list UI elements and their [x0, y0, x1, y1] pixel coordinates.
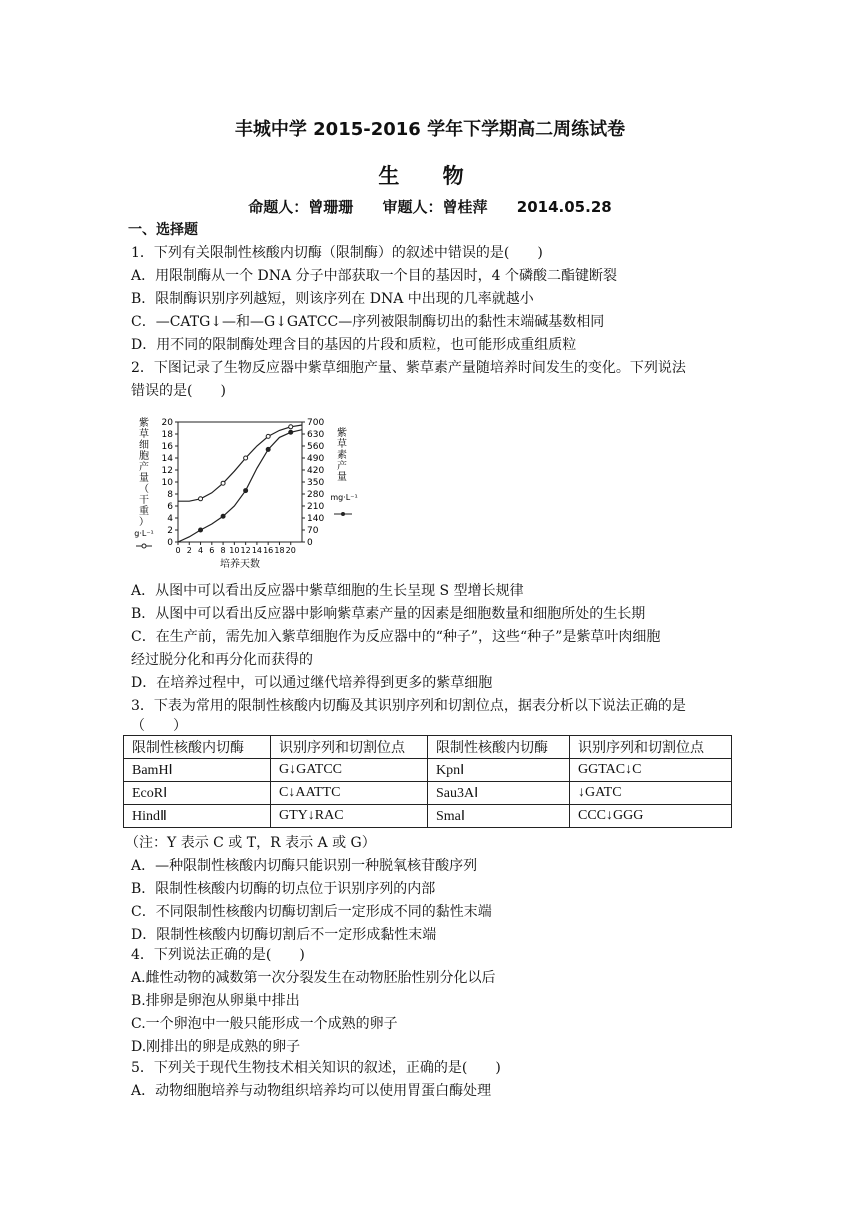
table-cell: CCC↓GGG: [570, 805, 732, 828]
data-point: [221, 514, 225, 518]
y-right-tick-label: 560: [307, 442, 325, 452]
series-line-filled: [178, 430, 302, 542]
x-tick-label: 18: [274, 546, 285, 555]
table-row: [124, 782, 732, 805]
y-left-axis-label: 紫: [139, 418, 149, 429]
y-right-tick-label: 490: [307, 454, 325, 464]
data-point: [221, 481, 225, 485]
x-tick-label: 10: [229, 546, 240, 555]
table-cell: GGTAC↓C: [570, 759, 732, 782]
y-left-tick-label: 2: [167, 526, 173, 536]
exam-date: 2014.05.28: [516, 198, 612, 216]
q2-stem-cont: 错误的是( ): [131, 383, 226, 399]
plot-frame: [178, 422, 302, 542]
table-cell: Sau3AⅠ: [428, 782, 570, 805]
q3-option-a: A．—种限制性核酸内切酶只能识别一种脱氧核苷酸序列: [131, 858, 478, 874]
q2-option-c-cont: 经过脱分化和再分化而获得的: [131, 652, 313, 668]
y-left-axis-label: 量: [139, 473, 149, 484]
y-left-tick-label: 8: [167, 490, 173, 500]
q3-note: （注：Y 表示 C 或 T，R 表示 A 或 G）: [125, 835, 376, 851]
q4-option-c: C.一个卵泡中一般只能形成一个成熟的卵子: [131, 1016, 398, 1032]
q1-stem: 1．下列有关限制性核酸内切酶（限制酶）的叙述中错误的是( ): [131, 245, 543, 261]
table-header: 识别序列和切割位点: [570, 736, 732, 759]
y-left-tick-label: 4: [167, 514, 173, 524]
q2-option-b: B．从图中可以看出反应器中影响紫草素产量的因素是细胞数量和细胞所处的生长期: [131, 606, 646, 622]
x-tick-label: 12: [240, 546, 251, 555]
y-right-tick-label: 70: [307, 526, 319, 536]
author-line: [0, 196, 860, 217]
y-left-unit: g·L⁻¹: [134, 529, 154, 538]
data-point: [266, 434, 270, 438]
q1-option-d: D．用不同的限制酶处理含目的基因的片段和质粒，也可能形成重组质粒: [131, 337, 577, 353]
table-header: 限制性核酸内切酶: [428, 736, 570, 759]
q1-option-a: A．用限制酶从一个 DNA 分子中部获取一个目的基因时，4 个磷酸二酯键断裂: [131, 268, 617, 284]
y-right-tick-label: 700: [307, 418, 325, 428]
x-tick-label: 0: [175, 546, 181, 555]
series-line-open: [178, 425, 302, 501]
q4-stem: 4．下列说法正确的是( ): [131, 947, 305, 963]
chart-series: [178, 425, 302, 542]
reviewer: 审题人：曾桂萍: [382, 198, 488, 216]
q2-option-d: D．在培养过程中，可以通过继代培养得到更多的紫草细胞: [131, 675, 493, 691]
x-tick-label: 14: [251, 546, 263, 555]
y-right-tick-label: 630: [307, 430, 325, 440]
table-cell: ↓GATC: [570, 782, 732, 805]
data-point: [199, 497, 203, 501]
q3-option-c: C．不同限制性核酸内切酶切割后一定形成不同的黏性末端: [131, 904, 492, 920]
y-left-axis-label: 重: [139, 506, 149, 517]
q2-option-c: C．在生产前，需先加入紫草细胞作为反应器中的“种子”，这些“种子”是紫草叶肉细胞: [131, 629, 661, 645]
enzyme-table: [123, 735, 732, 828]
x-tick-label: 4: [197, 546, 204, 555]
y-right-axis-label: 草: [337, 439, 347, 450]
y-right-axis-label: 紫: [337, 428, 347, 439]
table-row: [124, 805, 732, 828]
q1-option-c: C．—CATG↓—和—G↓GATCC—序列被限制酶切出的黏性末端碱基数相同: [131, 314, 605, 330]
data-point: [199, 528, 203, 532]
table-cell: G↓GATCC: [271, 759, 428, 782]
q4-option-b: B.排卵是卵泡从卵巢中排出: [131, 993, 300, 1009]
y-left-axis-label: （: [139, 484, 149, 495]
y-right-tick-label: 0: [307, 538, 313, 548]
table-cell: SmaⅠ: [428, 805, 570, 828]
q1-option-b: B．限制酶识别序列越短，则该序列在 DNA 中出现的几率就越小: [131, 291, 534, 307]
data-point: [289, 425, 293, 429]
table-header-row: [124, 736, 732, 759]
y-left-tick-label: 12: [161, 466, 173, 476]
q3-stem-cont: （ ）: [131, 718, 187, 734]
x-tick-label: 6: [209, 546, 215, 555]
q5-stem: 5．下列关于现代生物技术相关知识的叙述，正确的是( ): [131, 1060, 501, 1076]
x-tick-label: 8: [220, 546, 226, 555]
y-right-tick-label: 140: [307, 514, 325, 524]
y-left-axis-label: 产: [139, 462, 149, 473]
table-cell: HindⅡ: [124, 805, 271, 828]
q4-option-a: A.雌性动物的减数第一次分裂发生在动物胚胎性别分化以后: [131, 970, 496, 986]
y-right-axis-label: 素: [337, 450, 347, 461]
y-left-axis-label: 胞: [139, 451, 149, 462]
q3-stem: 3．下表为常用的限制性核酸内切酶及其识别序列和切割位点，据表分析以下说法正确的是: [131, 698, 686, 714]
q5-option-a: A．动物细胞培养与动物组织培养均可以使用胃蛋白酶处理: [131, 1083, 492, 1099]
exam-title: 丰城中学 2015-2016 学年下学期高二周练试卷: [234, 119, 626, 140]
subject-title: 生 物: [378, 164, 482, 188]
data-point: [266, 447, 270, 451]
table-cell: BamHⅠ: [124, 759, 271, 782]
legend-open-marker: [142, 544, 146, 548]
data-point: [289, 430, 293, 434]
y-right-axis-label: 量: [337, 472, 347, 483]
y-left-axis-label: 细: [139, 440, 149, 451]
x-tick-label: 20: [285, 546, 296, 555]
q2-option-a: A．从图中可以看出反应器中紫草细胞的生长呈现 S 型增长规律: [131, 583, 524, 599]
y-right-tick-label: 420: [307, 466, 325, 476]
legend-filled-marker: [341, 512, 345, 516]
y-right-tick-label: 350: [307, 478, 325, 488]
y-right-unit: mg·L⁻¹: [330, 493, 358, 502]
table-cell: C↓AATTC: [271, 782, 428, 805]
y-left-tick-label: 16: [161, 442, 173, 452]
y-left-tick-label: 14: [161, 454, 173, 464]
section-heading: 一、选择题: [128, 222, 198, 238]
y-left-tick-label: 18: [161, 430, 173, 440]
q3-option-b: B．限制性核酸内切酶的切点位于识别序列的内部: [131, 881, 436, 897]
x-axis-label: 培养天数: [220, 559, 260, 570]
chart-axes: [175, 422, 305, 545]
table-cell: KpnⅠ: [428, 759, 570, 782]
table-cell: GTY↓RAC: [271, 805, 428, 828]
y-left-tick-label: 0: [167, 538, 173, 548]
y-right-tick-label: 210: [307, 502, 325, 512]
table-header: 限制性核酸内切酶: [124, 736, 271, 759]
q4-option-d: D.刚排出的卵是成熟的卵子: [131, 1039, 301, 1055]
table-row: [124, 759, 732, 782]
table-header: 识别序列和切割位点: [271, 736, 428, 759]
y-left-axis-label: 干: [139, 495, 149, 506]
y-right-tick-label: 280: [307, 490, 325, 500]
data-point: [244, 489, 248, 493]
y-right-axis-label: 产: [337, 461, 347, 472]
y-left-tick-label: 20: [161, 418, 173, 428]
x-tick-label: 2: [186, 546, 192, 555]
x-tick-label: 16: [263, 546, 274, 555]
data-point: [244, 456, 248, 460]
q3-option-d: D．限制性核酸内切酶切割后不一定形成黏性末端: [131, 927, 437, 943]
y-left-tick-label: 6: [167, 502, 173, 512]
setter: 命题人：曾珊珊: [248, 198, 354, 216]
y-left-axis-label: 草: [139, 429, 149, 440]
growth-chart: [130, 410, 370, 570]
q2-stem: 2．下图记录了生物反应器中紫草细胞产量、紫草素产量随培养时间发生的变化。下列说法: [131, 360, 686, 376]
y-left-axis-label: ）: [139, 517, 149, 528]
table-cell: EcoRⅠ: [124, 782, 271, 805]
y-left-tick-label: 10: [161, 478, 173, 488]
